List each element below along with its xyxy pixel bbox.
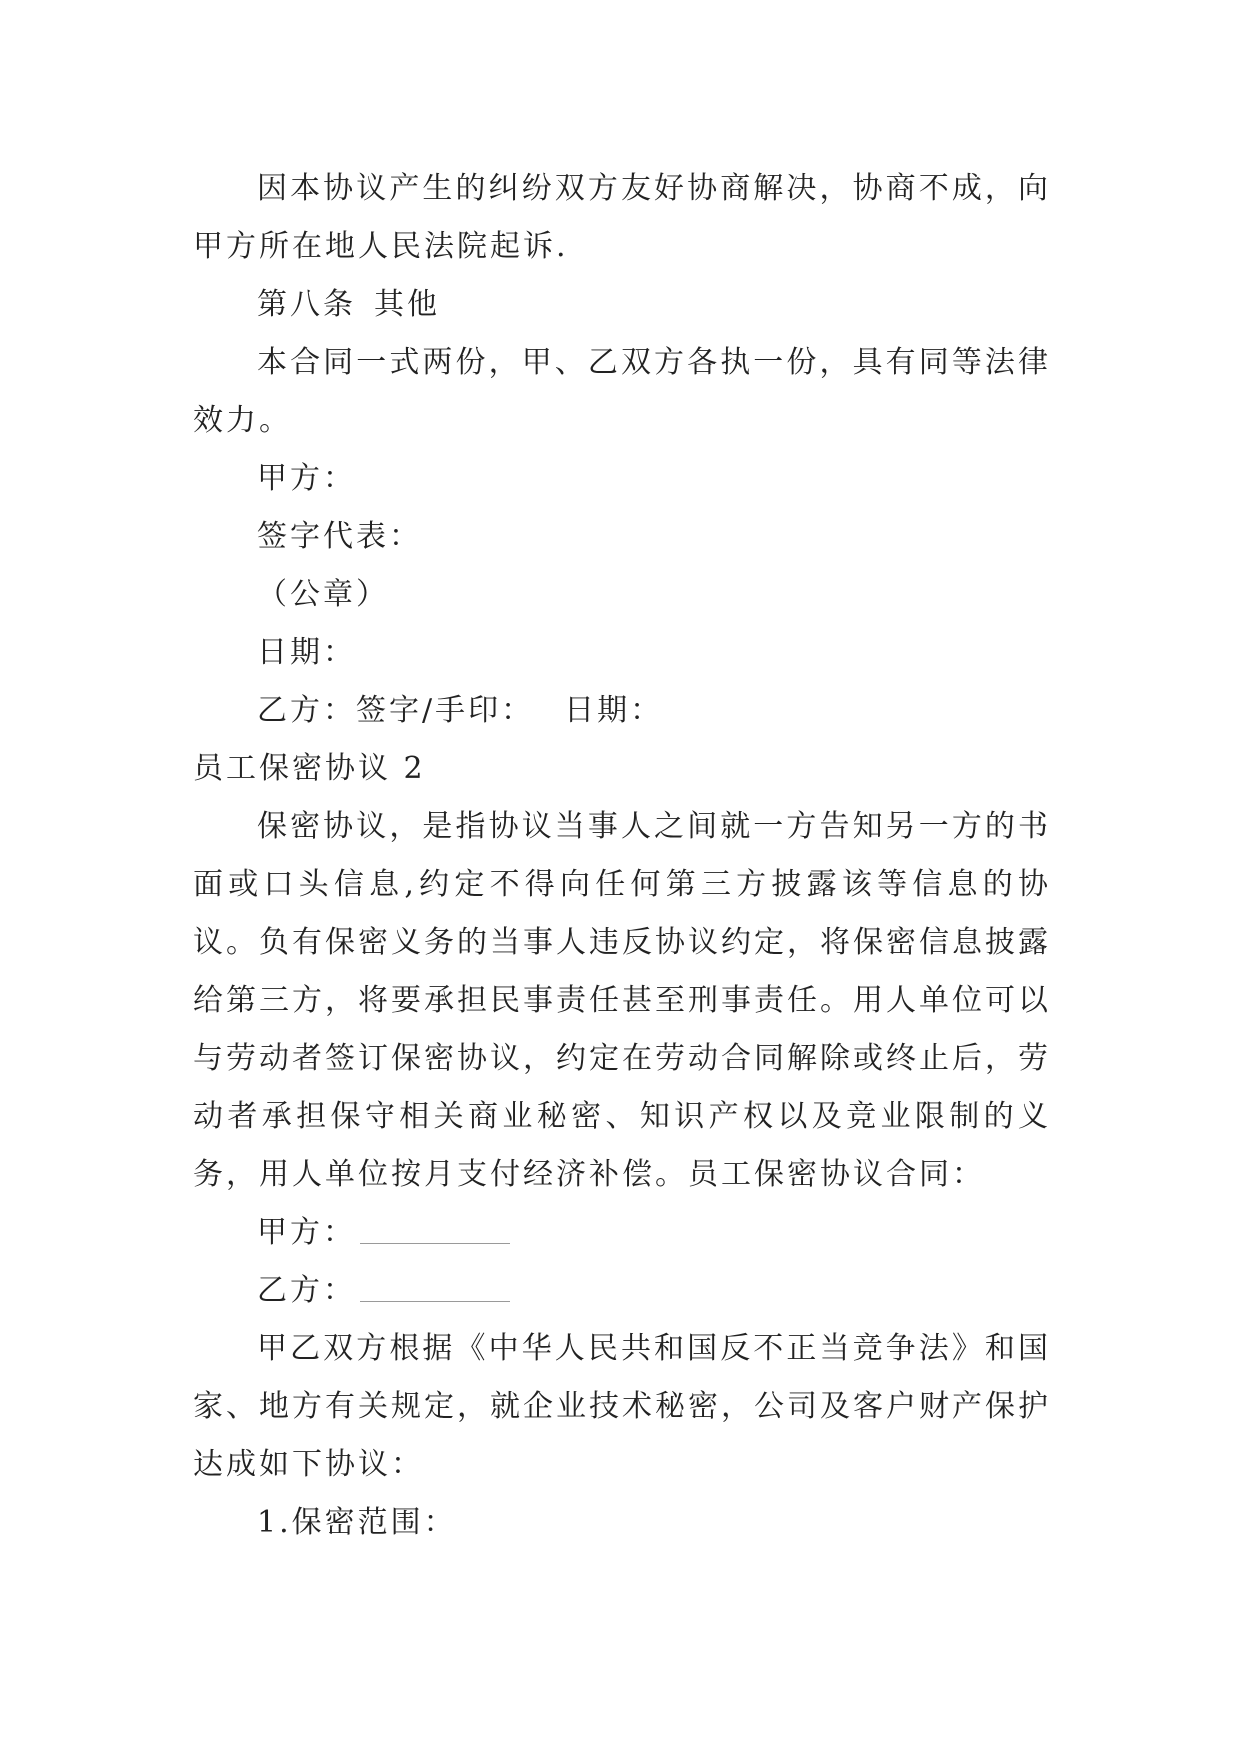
party-b-signature-line <box>193 682 1051 740</box>
party-b-blank-field <box>360 1271 510 1302</box>
date-label: 日期： <box>257 635 356 670</box>
copies-paragraph: 本合同一式两份，甲、乙双方各执一份，具有同等法律效力。 <box>193 345 1051 438</box>
party-a-fill-label: 甲方： <box>257 1215 356 1250</box>
section-title: 员工保密协议 2 <box>193 751 426 786</box>
party-b-label: 乙方： <box>257 693 356 728</box>
party-b-fill-label: 乙方： <box>257 1273 356 1308</box>
signature-fingerprint-label: 签字/手印： <box>356 693 535 728</box>
party-a-fill-line <box>193 1204 1051 1262</box>
party-a-blank-field <box>360 1213 510 1244</box>
party-b-fill-line <box>193 1262 1051 1320</box>
item-1-confidentiality-scope: 1.保密范围： <box>257 1505 457 1540</box>
article-8-number: 第八条 <box>257 287 356 322</box>
article-8-heading <box>193 276 1051 334</box>
article-8-title: 其他 <box>374 287 440 322</box>
document-body <box>193 160 1051 1552</box>
party-b-date-label: 日期： <box>564 693 664 728</box>
official-seal-label: （公章） <box>257 577 389 612</box>
signing-representative-label: 签字代表： <box>257 519 422 554</box>
confidentiality-definition-paragraph: 保密协议，是指协议当事人之间就一方告知另一方的书面或口头信息,约定不得向任何第三方披露该等信息的协议。负有保密义务的当事人违反协议约定，将保密信息披露给第三方，将要承担民事责任甚至刑事责任。用人单位可以与劳动者签订保密协议，约定在劳动合同解除或终止后，劳动者承担保守相关商业秘密、知识产权以及竞业限制的义务，用人单位按月支付经济补偿。员工保密协议合同： <box>193 809 1051 1192</box>
party-a-label: 甲方： <box>257 461 356 496</box>
dispute-resolution-paragraph: 因本协议产生的纠纷双方友好协商解决，协商不成，向甲方所在地人民法院起诉. <box>193 171 1051 264</box>
agreement-basis-paragraph: 甲乙双方根据《中华人民共和国反不正当竞争法》和国家、地方有关规定，就企业技术秘密，公司及客户财产保护达成如下协议： <box>193 1331 1051 1482</box>
